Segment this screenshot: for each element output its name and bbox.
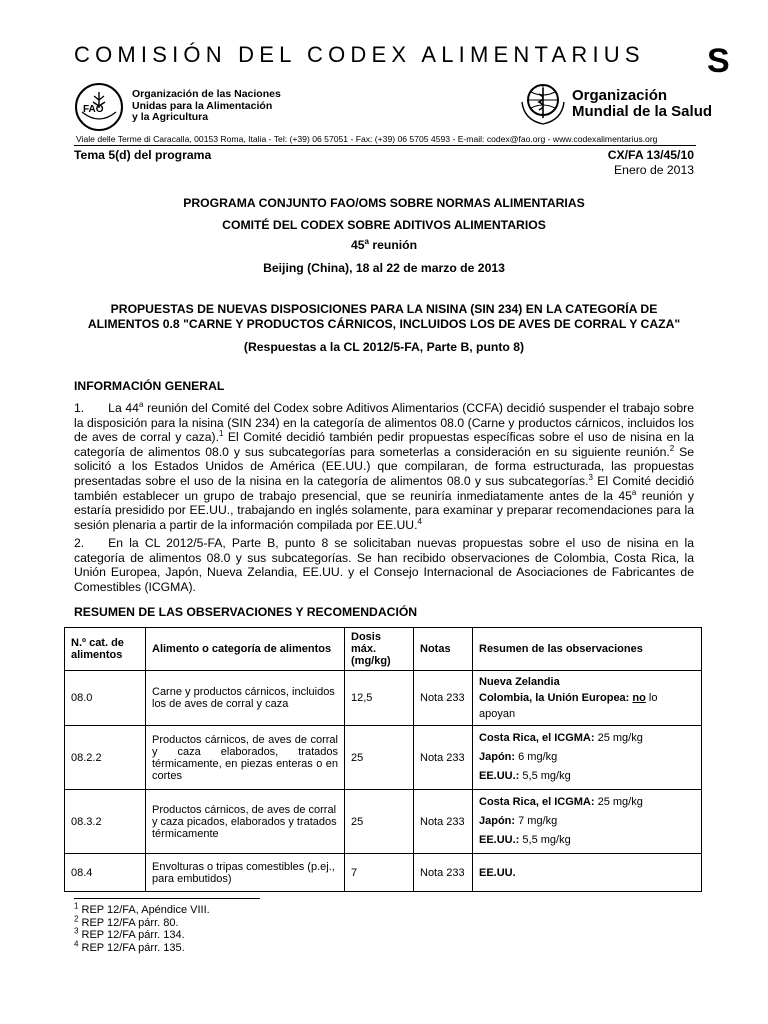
cell-summary: EE.UU. [473,854,702,892]
cell-cat: 08.0 [65,671,146,726]
cell-summary: Costa Rica, el ICGMA: 25 mg/kg Japón: 7 mg/kg EE.UU.: 5,5 mg/kg [473,790,702,854]
session-venue: Beijing (China), 18 al 22 de marzo de 2013 [263,261,505,275]
footnote-1: $^1$ REP 12/FA, Apéndice VIII. [74,901,210,916]
who-emblem-icon [516,80,570,128]
cell-cat: 08.4 [65,854,146,892]
table-row [65,854,702,892]
cell-summary: Nueva Zelandia Colombia, la Unión Europea: no lo apoyan [473,671,702,726]
programme-name: PROGRAMA CONJUNTO FAO/OMS SOBRE NORMAS ALIMENTARIAS [183,196,585,210]
observations-table [64,627,702,892]
header-rule [74,145,696,146]
section-heading-summary: RESUMEN DE LAS OBSERVACIONES Y RECOMENDACIÓN [74,605,418,619]
footnotes [74,901,210,954]
header-notes: Notas [414,628,473,671]
cell-summary: Costa Rica, el ICGMA: 25 mg/kg Japón: 6 mg/kg EE.UU.: 5,5 mg/kg [473,726,702,790]
header-cat: N.º cat. de alimentos [65,628,146,671]
header-summary: Resumen de las observaciones [473,628,702,671]
document-subtitle: (Respuestas a la CL 2012/5-FA, Parte B, punto 8) [243,340,525,354]
doc-date: Enero de 2013 [614,163,694,177]
committee-name: COMITÉ DEL CODEX SOBRE ADITIVOS ALIMENTARIOS [222,218,546,232]
table-header-row [65,628,702,671]
doc-reference: CX/FA 13/45/10 [607,148,694,162]
header-dose: Dosis máx. (mg/kg) [345,628,414,671]
document-title: PROPUESTAS DE NUEVAS DISPOSICIONES PARA LA NISINA (SIN 234) EN LA CATEGORÍA DE ALIMENTOS 0.8 "CARNE Y PRODUCTOS CÁRNICOS, INCLUIDOS LOS DE AVES DE CORRAL Y CAZA" [87,302,681,331]
who-name: Organización Mundial de la Salud [572,87,713,120]
cell-food: Productos cárnicos, de aves de corral y caza elaborados, tratados térmicamente, en piezas enteras o en cortes [146,726,345,790]
cell-food: Envolturas o tripas comestibles (p.ej., para embutidos) [146,854,345,892]
paragraph-1: 1. La 44$^a$ reunión del Comité del Codex sobre Aditivos Alimentarios (CCFA) decidió suspender el trabajo sobre la disposición para la nisina (SIN 234) en la categoría de alimentos 08.0 (Carne y productos cárnicos, incluidos los de aves de corral y caza).$^1$ El Comité decidió también pedir propuestas específicas sobre el uso de nisina en la categoría de alimentos 08.0 y sus subcategorías para someterlas a consideración en su siguiente reunión.$^2$ Se solicitó a los Estados Unidos de América (EE.UU.) que compilaran, de forma estructurada, las propuestas presentadas sobre el uso de la nisina en la categoría de alimentos 08.0 y sus subcategorías.$^3$ El Comité decidió también establecer un grupo de trabajo presencial, que se reuniría inmediatamente antes de la 45$^a$ reunión y estaría presidido por EE.UU., trabajando en inglés solamente, para examinar y preparar recomendaciones para la sesión plenaria a partir de la información compilada por EE.UU.$^4$ [74,399,695,532]
cell-note: Nota 233 [414,790,473,854]
address-line: Viale delle Terme di Caracalla, 00153 Roma, Italia - Tel: (+39) 06 57051 - Fax: (+39) 06 5705 4593 - E-mail: codex@fao.org - www.codexalimentarius.org [76,134,658,144]
footnote-3: $^3$ REP 12/FA párr. 134. [74,926,185,941]
table-row [65,790,702,854]
footnote-rule [74,898,260,899]
fao-logo [74,82,124,137]
session-number: 45$^a$ reunión [350,236,418,252]
fao-logo-text: FAO [83,104,104,115]
paragraph-2: 2. En la CL 2012/5-FA, Parte B, punto 8 se solicitaban nuevas propuestas sobre el uso de nisina en la categoría de alimentos 08.0 y sus subcategorías. Se han recibido observaciones de Colombia, Costa Rica, la Unión Europea, Japón, Nueva Zelandia, EE.UU. y el Consejo Internacional de Asociaciones de Fabricantes de Comestibles (ICGMA). [74,536,694,594]
fao-logo-icon [74,82,124,132]
commission-title: COMISIÓN DEL CODEX ALIMENTARIUS [74,42,645,67]
who-logo [516,80,570,133]
footnote-2: $^2$ REP 12/FA párr. 80. [74,913,179,929]
language-code: S [707,42,730,80]
cell-cat: 08.2.2 [65,726,146,790]
cell-dose: 12,5 [345,671,414,726]
cell-dose: 7 [345,854,414,892]
fao-name: Organización de las Naciones Unidas para la Alimentación y la Agricultura [132,88,281,123]
cell-cat: 08.3.2 [65,790,146,854]
cell-note: Nota 233 [414,854,473,892]
cell-food: Carne y productos cárnicos, incluidos los de aves de corral y caza [146,671,345,726]
footnote-4: $^4$ REP 12/FA párr. 135. [74,938,185,954]
cell-note: Nota 233 [414,726,473,790]
cell-dose: 25 [345,726,414,790]
table-row [65,726,702,790]
cell-dose: 25 [345,790,414,854]
section-heading-general: INFORMACIÓN GENERAL [74,379,225,393]
cell-food: Productos cárnicos, de aves de corral y caza picados, elaborados y tratados térmicamente [146,790,345,854]
agenda-item: Tema 5(d) del programa [74,148,212,162]
header-food: Alimento o categoría de alimentos [146,628,345,671]
cell-note: Nota 233 [414,671,473,726]
table-row [65,671,702,726]
